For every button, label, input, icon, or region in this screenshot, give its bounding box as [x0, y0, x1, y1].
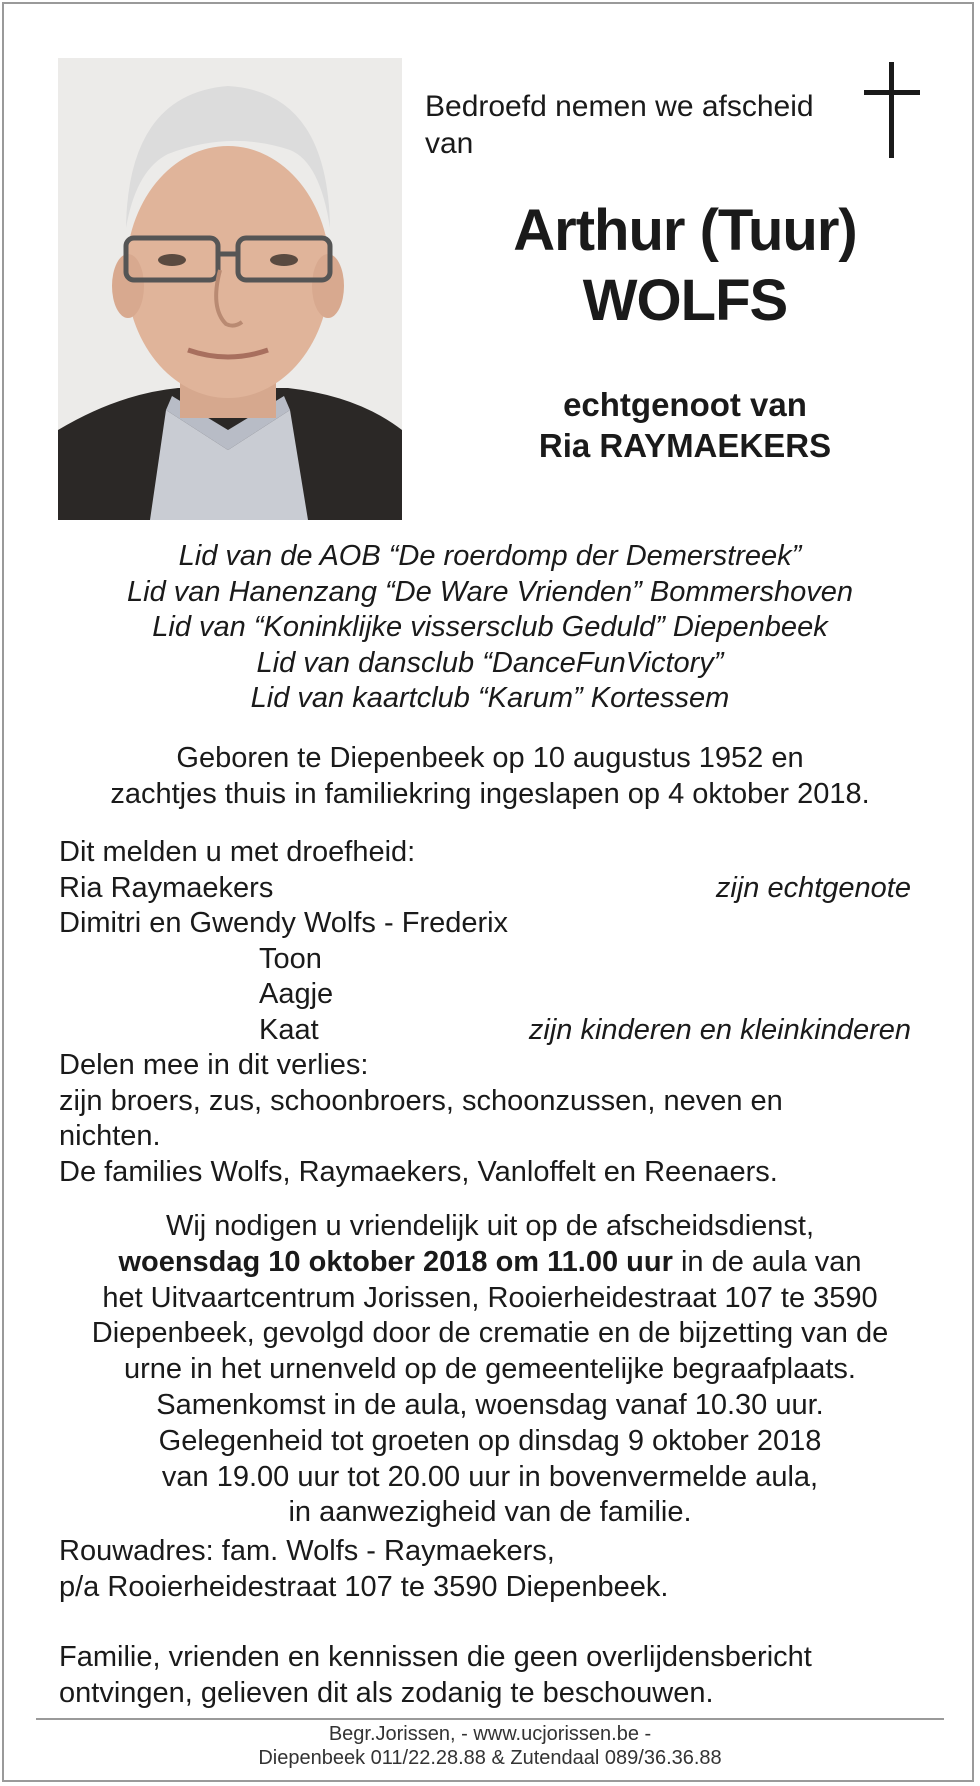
closing-line: ontvingen, gelieven dit als zodanig te beschouwen. [59, 1676, 714, 1709]
footer-line: Begr.Jorissen, - www.ucjorissen.be - [328, 1723, 652, 1745]
invitation-line: Gelegenheid tot groeten op dinsdag 9 oktober 2018 [158, 1424, 822, 1457]
footer-line: Diepenbeek 011/22.28.88 & Zutendaal 089/36.36.88 [258, 1747, 722, 1769]
mourners-block [59, 835, 929, 1190]
intro-line: Bedroefd nemen we afscheid [425, 90, 814, 123]
invitation-line: in aanwezigheid van de familie. [288, 1496, 692, 1529]
mourner-spouse-name: Ria Raymaekers [59, 871, 274, 904]
mourner-row-grandchild [59, 1013, 929, 1049]
intro-text [425, 88, 865, 162]
address-line: p/a Rooierheidestraat 107 te 3590 Diepenbeek. [59, 1570, 669, 1603]
birth-death-text [40, 740, 940, 812]
address-block [59, 1534, 929, 1605]
mourner-spouse-role: zijn echtgenote [715, 871, 911, 904]
death-line: zachtjes thuis in familiekring ingeslapen op 4 oktober 2018. [110, 778, 870, 810]
membership-item: Lid van dansclub “DanceFunVictory” [256, 646, 724, 679]
invitation-line-rest: in de aula van [672, 1245, 862, 1278]
invitation-block [40, 1209, 940, 1531]
closing-block [59, 1640, 929, 1711]
portrait-photo [58, 58, 402, 520]
mourner-row-grandchild [59, 977, 929, 1013]
closing-line: Familie, vrienden en kennissen die geen overlijdensbericht [59, 1641, 812, 1673]
birth-line: Geboren te Diepenbeek op 10 augustus 1952 en [176, 742, 804, 774]
mourner-children-names: Dimitri en Gwendy Wolfs - Frederix [59, 907, 509, 939]
deceased-name-first: Arthur (Tuur) [513, 198, 857, 263]
spouse-block [430, 384, 940, 466]
invitation-line: het Uitvaartcentrum Jorissen, Rooierheidestraat 107 te 3590 [102, 1281, 878, 1314]
membership-item: Lid van kaartclub “Karum” Kortessem [250, 682, 730, 714]
mourner-children-role: zijn kinderen en kleinkinderen [528, 1013, 911, 1046]
spouse-relation: echtgenoot van [563, 386, 807, 423]
memberships-list [40, 539, 940, 717]
mourners-heading [59, 835, 929, 871]
membership-item: Lid van de AOB “De roerdomp der Demerstreek” [178, 540, 802, 572]
service-datetime: woensdag 10 oktober 2018 om 11.00 uur [118, 1245, 673, 1278]
grandchild-name: Aagje [259, 978, 334, 1010]
invitation-line: Wij nodigen u vriendelijk uit op de afscheidsdienst, [165, 1210, 815, 1242]
spouse-name: Ria RAYMAEKERS [538, 427, 832, 464]
mourner-row-spouse [59, 871, 929, 907]
mourners-heading-text: Dit melden u met droefheid: [59, 836, 416, 868]
mourner-row-grandchild [59, 942, 929, 978]
membership-item: Lid van “Koninklijke vissersclub Geduld” Diepenbeek [152, 611, 828, 643]
families-row [59, 1155, 929, 1191]
relatives-text: nichten. [59, 1120, 161, 1152]
invitation-line: Samenkomst in de aula, woensdag vanaf 10.30 uur. [156, 1388, 824, 1421]
deceased-name-last: WOLFS [582, 268, 788, 333]
membership-item: Lid van Hanenzang “De Ware Vrienden” Bommershoven [127, 575, 853, 608]
intro-line: van [425, 127, 474, 160]
invitation-date-line [40, 1245, 940, 1281]
relatives-row [59, 1084, 929, 1120]
cross-icon [864, 62, 920, 162]
grandchild-name: Kaat [259, 1013, 319, 1046]
families-text: De families Wolfs, Raymaekers, Vanloffelt en Reenaers. [59, 1155, 778, 1188]
grandchild-name: Toon [259, 942, 322, 975]
footer [40, 1722, 940, 1770]
footer-divider [36, 1718, 944, 1720]
address-line: Rouwadres: fam. Wolfs - Raymaekers, [59, 1535, 555, 1567]
invitation-line: van 19.00 uur tot 20.00 uur in bovenvermelde aula, [161, 1460, 819, 1493]
relatives-text: zijn broers, zus, schoonbroers, schoonzussen, neven en [59, 1084, 783, 1117]
share-heading-text: Delen mee in dit verlies: [59, 1049, 369, 1081]
deceased-name [430, 196, 940, 336]
invitation-line: Diepenbeek, gevolgd door de crematie en de bijzetting van de [91, 1317, 889, 1350]
relatives-row [59, 1119, 929, 1155]
mourner-row-children [59, 906, 929, 942]
share-heading [59, 1048, 929, 1084]
invitation-line: urne in het urnenveld op de gemeentelijke begraafplaats. [124, 1353, 856, 1386]
